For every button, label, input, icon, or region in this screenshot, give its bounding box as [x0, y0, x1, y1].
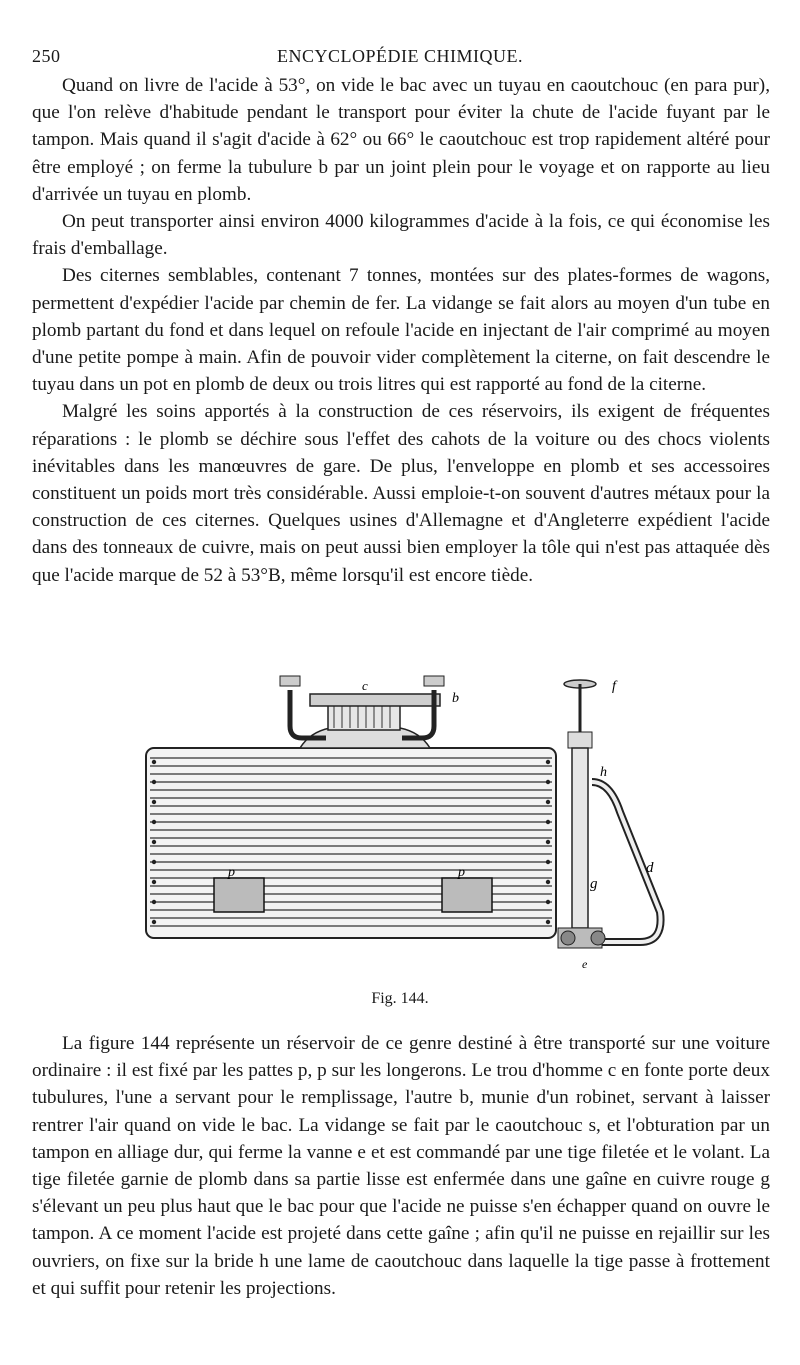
label-p-left: p	[228, 865, 235, 880]
running-title: ENCYCLOPÉDIE CHIMIQUE.	[277, 46, 523, 66]
figure-caption: Fig. 144.	[371, 990, 429, 1007]
label-e: e	[582, 957, 588, 971]
paragraph: On peut transporter ainsi environ 4000 kilogrammes d'acide à la fois, ce qui économise les frais d'emballage.	[32, 211, 770, 260]
page-header	[0, 42, 800, 70]
paragraph: Quand on livre de l'acide à 53°, on vide le bac avec un tuyau en caoutchouc (en para pur), que l'on relève d'habitude pendant le transport pour éviter la chute de l'acide fuyant par le tampon. Mais quand il s'agit d'acide à 62° ou 66° le caoutchouc est trop rapidement altéré pour être employé ; on ferme la tubulure b par un joint plein pour le voyage et on rapporte au lieu d'arrivée un tuyau en plomb.	[32, 75, 770, 205]
label-p-right: p	[458, 865, 465, 880]
tank-illustration	[140, 672, 680, 972]
label-f: f	[612, 679, 616, 694]
body-text-top	[32, 72, 770, 589]
page-number: 250	[32, 46, 61, 66]
paragraph: La figure 144 représente un réservoir de ce genre destiné à être transporté sur une voiture ordinaire : il est fixé par les pattes p, p sur les longerons. Le trou d'homme c en fonte porte deux tubulures, l'une a servant pour le remplissage, l'autre b, munie d'un robinet, servant à laisser rentrer l'air quand on vide le bac. La vidange se fait par le caoutchouc s, et l'obturation par un tampon en alliage dur, qui ferme la vanne e et est commandé par une tige filetée et le volant. La tige filetée garnie de plomb dans sa partie lisse est enfermée dans une gaîne en cuivre rouge g s'élevant un peu plus haut que le bac pour que l'acide ne puisse s'en échapper quand on ouvre le tampon. A ce moment l'acide est projeté dans cette gaîne ; afin qu'il ne puisse en rejaillir sur les ouvriers, on fixe sur la bride h une lame de caoutchouc dans laquelle la tige passe à frottement et qui suffit pour retenir les projections.	[32, 1033, 770, 1299]
label-c: c	[362, 678, 368, 693]
label-g: g	[590, 876, 598, 892]
tank-body	[146, 748, 556, 938]
label-b: b	[452, 691, 459, 706]
paragraph: Des citernes semblables, contenant 7 tonnes, montées sur des plates-formes de wagons, permettent d'expédier l'acide par chemin de fer. La vidange se fait alors au moyen d'un tube en plomb partant du fond et dans lequel on refoule l'acide en injectant de l'air comprimé au moyen d'une petite pompe à main. Afin de pouvoir vider complètement la citerne, on fait descendre le tuyau dans un pot en plomb de deux ou trois litres qui est rapporté au fond de la citerne.	[32, 265, 770, 396]
valve-assembly	[558, 679, 661, 971]
body-text-bottom	[32, 1030, 770, 1302]
label-d: d	[646, 860, 654, 876]
paragraph: Malgré les soins apportés à la construction de ces réservoirs, ils exigent de fréquentes réparations : le plomb se déchire sous l'effet des cahots de la voiture ou des chocs violents inévitables dans les manœuvres de gare. De plus, l'enveloppe en plomb et ses accessoires constituent un poids mort très considérable. Aussi emploie-t-on souvent d'autres métaux pour la construction de ces citernes. Quelques usines d'Allemagne et d'Angleterre expédient l'acide dans des tonneaux de cuivre, mais on peut aussi bien employer la tôle qui n'est pas attaquée dès que l'acide marque de 52 à 53°B, même lorsqu'il est encore tiède.	[32, 401, 770, 586]
label-h: h	[600, 765, 607, 780]
manhole-assembly	[280, 676, 459, 748]
